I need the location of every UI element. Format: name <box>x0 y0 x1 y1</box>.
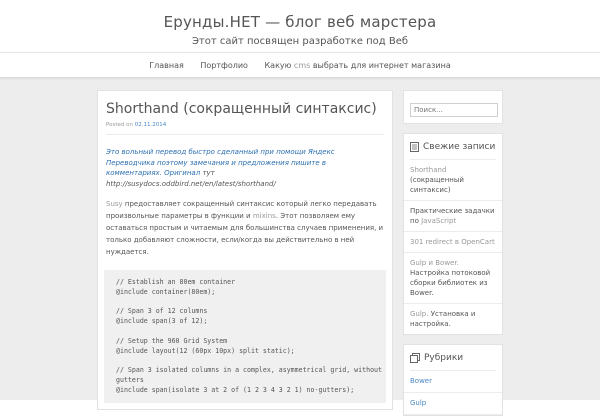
recent-post-post: Установка и настройка. <box>410 310 476 328</box>
site-description: Этот сайт посвящен разработке под Веб <box>191 36 409 47</box>
code-line: // Span 3 isolated columns in a complex, asymmetrical grid, without <box>116 366 382 375</box>
posted-on-label: Posted on <box>106 122 133 128</box>
recent-post-pre: Практические задачки по <box>410 207 495 225</box>
category-item[interactable]: Bower <box>404 371 502 393</box>
recent-post-pre: 301 redirect в <box>410 238 459 246</box>
search-widget <box>403 90 503 124</box>
nav-item-cms-choice[interactable] <box>264 61 450 70</box>
translation-note-tut: тут <box>202 169 215 177</box>
code-line: // Establish an 80em container <box>116 278 236 286</box>
recent-post-pre: Shorthand <box>410 166 447 174</box>
sidebar <box>403 90 503 416</box>
post-paragraph <box>98 189 392 258</box>
code-gap <box>116 327 378 337</box>
categories-title-text: Рубрики <box>424 353 464 363</box>
mixins-term: mixins <box>252 212 276 220</box>
translation-note <box>98 135 392 189</box>
recent-post-post: OpenCart <box>461 238 495 246</box>
code-line: @include span(isolate 3 at 2 of (1 2 3 4 3 2 1) no-gutters); <box>116 385 355 394</box>
code-line: @include layout(12 (60px 10px) split static); <box>116 346 295 355</box>
para-text-b: . Этот позволяем ему оставаться простым и читаемым для большинства случаев применения, и только добавляют сложности, если/когда вы действительно в ней нуждается. <box>106 212 384 256</box>
nav-item-cms-muted: cms <box>293 61 311 70</box>
post-title <box>98 91 392 117</box>
site-title[interactable]: Ерунды.НЕТ — блог веб марстера <box>163 13 437 31</box>
post-title-ru: (сокращенный синтаксис) <box>183 101 377 117</box>
categories-widget <box>403 344 503 416</box>
folder-icon <box>410 353 420 363</box>
recent-posts-title <box>404 134 502 159</box>
recent-posts-widget <box>403 133 503 335</box>
code-block <box>104 270 386 403</box>
recent-post-pre: Gulp. <box>410 310 429 318</box>
recent-post-item[interactable] <box>404 201 502 232</box>
code-gap <box>116 356 378 366</box>
recent-post-item[interactable] <box>404 160 502 201</box>
code-line: // Span 3 of 12 columns <box>116 307 208 316</box>
post-content <box>97 90 393 410</box>
categories-title <box>404 345 502 370</box>
nav-item-cms-post: выбрать для интернет магазина <box>312 61 451 70</box>
nav-item-portfolio[interactable]: Портфолио <box>200 61 248 70</box>
document-icon <box>410 142 419 152</box>
categories-list <box>404 371 502 415</box>
recent-post-item[interactable] <box>404 253 502 304</box>
code-line: @include span(3 of 12); <box>116 317 208 326</box>
recent-post-post: (сокращенный синтаксис) <box>410 176 464 194</box>
recent-post-post: JavaScript <box>421 217 457 225</box>
recent-post-pre: Gulp и Bower. <box>410 259 459 267</box>
post-title-en: Shorthand <box>106 101 179 117</box>
recent-post-item[interactable] <box>404 304 502 334</box>
recent-post-post: Настройка потоковой сборки библиотек из Bower. <box>410 269 491 297</box>
nav-item-cms-pre: Какую <box>264 61 292 70</box>
recent-post-item[interactable] <box>404 232 502 253</box>
code-gap <box>116 297 378 307</box>
para-text-a: предоставляет сокращенный синтаксис который легко передавать произвольные параметры в функции и <box>106 200 377 220</box>
recent-posts-list <box>404 160 502 334</box>
original-link[interactable]: http://susydocs.oddbird.net/en/latest/shorthand/ <box>106 179 276 188</box>
code-line: @include container(80em); <box>116 287 216 296</box>
nav-item-home[interactable]: Главная <box>149 61 184 70</box>
post-meta <box>98 117 392 128</box>
code-line: // Setup the 960 Grid System <box>116 336 228 345</box>
susy-term: Susy <box>106 200 123 208</box>
post-date[interactable]: 02.11.2014 <box>134 122 167 128</box>
main-nav <box>0 52 600 78</box>
site-header <box>0 0 600 52</box>
search-input[interactable] <box>410 103 498 117</box>
category-item[interactable]: Gulp <box>404 393 502 415</box>
code-line: gutters <box>116 375 144 384</box>
translation-note-text: Это вольный перевод быстро сделанный при помощи Яндекс Переводчика поэтому замечания и предложения пишите в комментариях. Оригинал <box>106 148 335 177</box>
recent-posts-title-text: Свежие записи <box>423 142 496 152</box>
